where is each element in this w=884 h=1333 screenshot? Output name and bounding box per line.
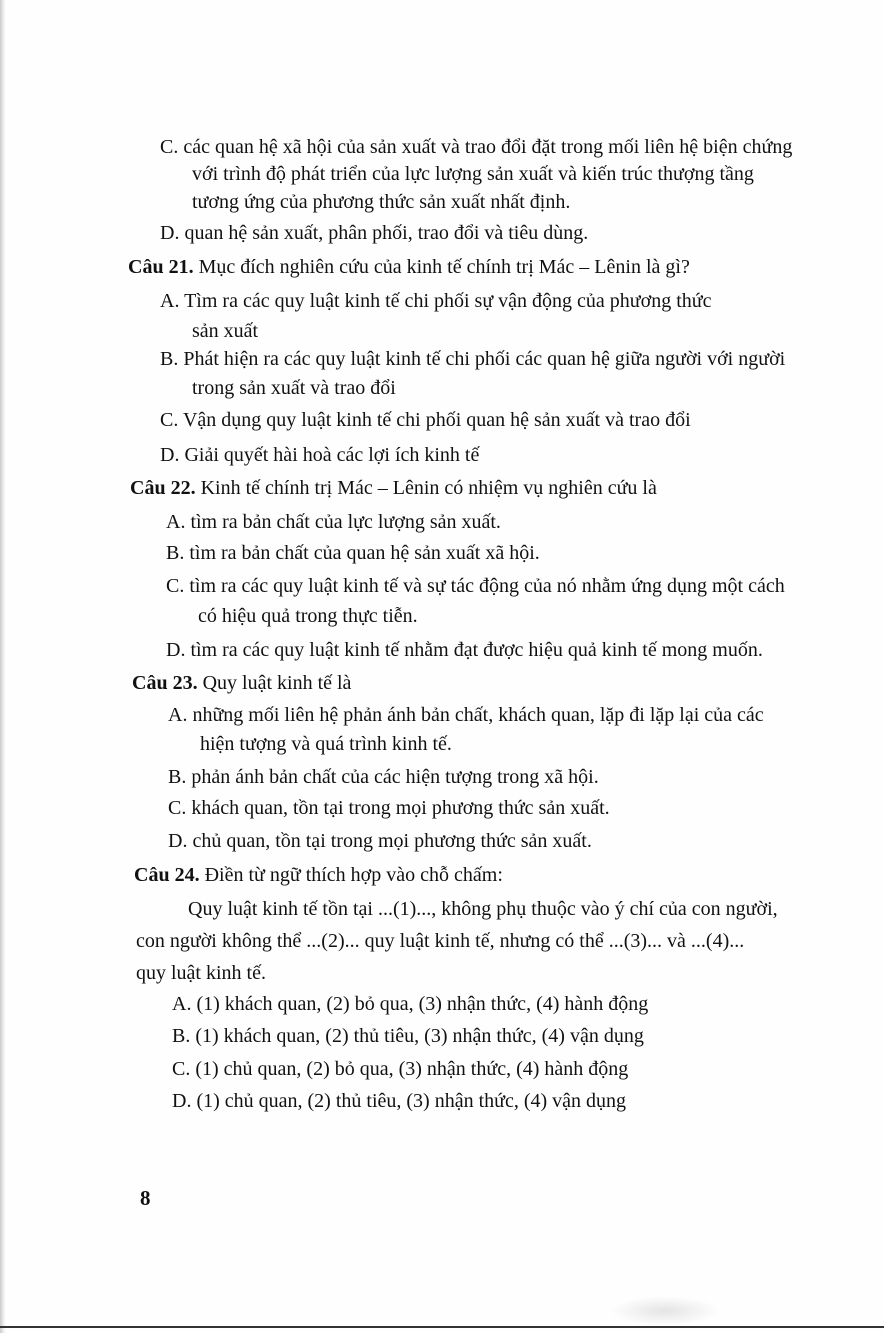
q22-option-b: B. tìm ra bản chất của quan hệ sản xuất xã hội.: [166, 542, 540, 564]
q21-option-a-line2: sản xuất: [192, 320, 259, 342]
q23-option-a-line1: A. những mối liên hệ phản ánh bản chất, khách quan, lặp đi lặp lại của các: [168, 704, 764, 726]
q21-option-d: D. Giải quyết hài hoà các lợi ích kinh tế: [160, 444, 480, 466]
question-21-label: Câu 21.: [128, 256, 194, 278]
q21-option-b-line1: B. Phát hiện ra các quy luật kinh tế chi phối các quan hệ giữa người với người: [160, 348, 786, 370]
question-22: [130, 475, 657, 501]
scan-smudge: [610, 1296, 720, 1326]
q22-option-a: A. tìm ra bản chất của lực lượng sản xuất.: [166, 511, 501, 533]
question-22-label: Câu 22.: [130, 477, 196, 499]
q24-option-a: A. (1) khách quan, (2) bỏ qua, (3) nhận thức, (4) hành động: [172, 993, 649, 1015]
question-24-label: Câu 24.: [134, 864, 200, 886]
q24-option-b: B. (1) khách quan, (2) thủ tiêu, (3) nhận thức, (4) vận dụng: [172, 1025, 644, 1047]
q23-option-c: C. khách quan, tồn tại trong mọi phương thức sản xuất.: [168, 797, 610, 819]
question-23-text: Quy luật kinh tế là: [197, 672, 352, 694]
q23-option-a-line2: hiện tượng và quá trình kinh tế.: [200, 733, 452, 755]
scan-edge: [0, 0, 6, 1333]
question-21-text: Mục đích nghiên cứu của kinh tế chính trị Mác – Lênin là gì?: [193, 256, 690, 278]
q23-option-b: B. phản ánh bản chất của các hiện tượng trong xã hội.: [168, 766, 599, 788]
page-number: 8: [140, 1186, 151, 1210]
scan-bottom-edge: [0, 1326, 884, 1328]
q22-option-d: D. tìm ra các quy luật kinh tế nhằm đạt được hiệu quả kinh tế mong muốn.: [166, 639, 763, 661]
prev-option-c-line1: C. các quan hệ xã hội của sản xuất và trao đổi đặt trong mối liên hệ biện chứng: [160, 136, 793, 158]
question-23: [132, 670, 351, 696]
question-21: [128, 254, 690, 280]
q24-body-line1: Quy luật kinh tế tồn tại ...(1)..., không phụ thuộc vào ý chí của con người,: [188, 898, 778, 920]
q24-option-d: D. (1) chủ quan, (2) thủ tiêu, (3) nhận thức, (4) vận dụng: [172, 1090, 627, 1112]
prev-option-c-line2: với trình độ phát triển của lực lượng sản xuất và kiến trúc thượng tầng: [192, 163, 754, 185]
q22-option-c-line2: có hiệu quả trong thực tiễn.: [198, 605, 418, 627]
q24-body-line2: con người không thể ...(2)... quy luật kinh tế, nhưng có thể ...(3)... và ...(4)...: [136, 930, 745, 952]
q21-option-b-line2: trong sản xuất và trao đổi: [192, 377, 396, 399]
q21-option-c: C. Vận dụng quy luật kinh tế chi phối quan hệ sản xuất và trao đổi: [160, 409, 691, 431]
prev-option-d: D. quan hệ sản xuất, phân phối, trao đổi và tiêu dùng.: [160, 222, 589, 244]
question-24-text: Điền từ ngữ thích hợp vào chỗ chấm:: [199, 864, 503, 886]
q23-option-d: D. chủ quan, tồn tại trong mọi phương thức sản xuất.: [168, 830, 592, 852]
q21-option-a-line1: A. Tìm ra các quy luật kinh tế chi phối sự vận động của phương thức: [160, 290, 712, 312]
q22-option-c-line1: C. tìm ra các quy luật kinh tế và sự tác động của nó nhằm ứng dụng một cách: [166, 575, 785, 597]
question-23-label: Câu 23.: [132, 672, 198, 694]
prev-option-c-line3: tương ứng của phương thức sản xuất nhất định.: [192, 191, 571, 213]
q24-option-c: C. (1) chủ quan, (2) bỏ qua, (3) nhận thức, (4) hành động: [172, 1058, 629, 1080]
question-24: [134, 862, 503, 888]
q24-body-line3: quy luật kinh tế.: [136, 962, 266, 984]
question-22-text: Kinh tế chính trị Mác – Lênin có nhiệm vụ nghiên cứu là: [195, 477, 657, 499]
